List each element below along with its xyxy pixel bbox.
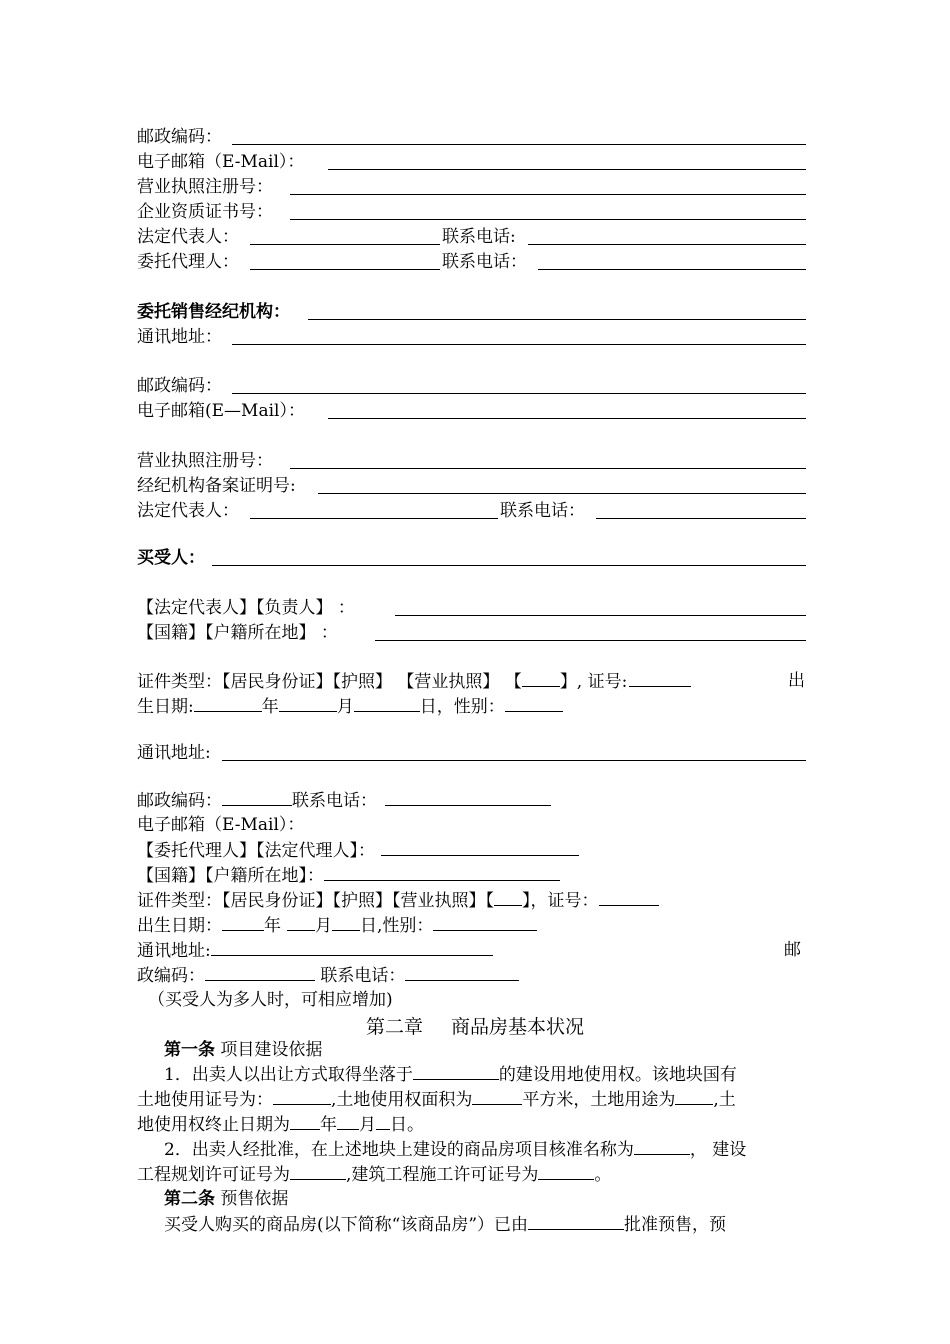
seller-postcode-label: 邮政编码： bbox=[137, 127, 222, 147]
buyer-agent-gender-field[interactable] bbox=[433, 914, 537, 931]
land-end-month-field[interactable] bbox=[337, 1113, 359, 1130]
agency-phone-field[interactable] bbox=[596, 518, 806, 519]
buyer-email-label: 电子邮箱（E-Mail）： bbox=[137, 815, 305, 835]
article1-p1e: 平方米，土地用途为 bbox=[522, 1090, 676, 1110]
buyer-postcode-row bbox=[137, 789, 551, 812]
buyer-agent-birth-label: 出生日期： bbox=[137, 916, 222, 936]
article1-p1i: 月 bbox=[359, 1115, 376, 1135]
buyer-year-label: 年 bbox=[261, 697, 279, 717]
buyer-phone-label: 联系电话： bbox=[292, 791, 377, 811]
buyer-agent-address-field[interactable] bbox=[211, 939, 493, 956]
buyer-rep-field[interactable] bbox=[395, 615, 806, 616]
article1-p2d: ,建筑工程施工许可证号为 bbox=[346, 1165, 539, 1185]
agency-phone-label: 联系电话： bbox=[500, 501, 585, 521]
buyer-agent-nationality-row bbox=[137, 864, 560, 887]
buyer-birth-row bbox=[137, 695, 563, 718]
buyer-gender-field[interactable] bbox=[505, 695, 563, 712]
seller-email-field[interactable] bbox=[328, 169, 806, 170]
chapter-title: 商品房基本状况 bbox=[451, 1016, 585, 1038]
agency-address-field[interactable] bbox=[232, 344, 806, 345]
buyer-agent-birth-day-field[interactable] bbox=[332, 914, 360, 931]
presale-authority-field[interactable] bbox=[528, 1213, 624, 1230]
planning-permit-field[interactable] bbox=[290, 1163, 346, 1180]
seller-agent-phone-label: 联系电话： bbox=[442, 252, 527, 272]
article1-heading-row bbox=[164, 1039, 322, 1061]
agency-address-label: 通讯地址： bbox=[137, 327, 222, 347]
article1-p1a: 1．出卖人以出让方式取得坐落于 bbox=[164, 1065, 413, 1085]
seller-postcode-field[interactable] bbox=[232, 144, 806, 145]
article1-p2-line1 bbox=[164, 1138, 746, 1161]
article1-p1-line1 bbox=[164, 1063, 737, 1086]
article1-p1d: ,土地使用权面积为 bbox=[331, 1090, 473, 1110]
buyer-birth-day-field[interactable] bbox=[354, 695, 420, 712]
land-use-field[interactable] bbox=[675, 1088, 713, 1105]
article1-p1j: 日。 bbox=[390, 1115, 424, 1135]
seller-legal-rep-label: 法定代表人： bbox=[137, 227, 239, 247]
seller-license-row bbox=[137, 176, 273, 198]
buyer-month-label: 月 bbox=[336, 697, 354, 717]
land-end-year-field[interactable] bbox=[290, 1113, 320, 1130]
article1-p2e: 。 bbox=[594, 1165, 612, 1185]
land-end-day-field[interactable] bbox=[376, 1113, 390, 1130]
article1-p2b: ， 建设 bbox=[689, 1140, 747, 1160]
buyer-agent-field[interactable] bbox=[381, 839, 579, 856]
seller-agent-row bbox=[137, 251, 239, 273]
buyer-nationality-label: 【国籍】【户籍所在地】 ： bbox=[137, 623, 338, 643]
seller-qualification-field[interactable] bbox=[290, 219, 806, 220]
construction-permit-field[interactable] bbox=[538, 1163, 594, 1180]
seller-postcode-row bbox=[137, 126, 222, 148]
buyer-nationality-field[interactable] bbox=[375, 640, 806, 641]
buyer-title: 买受人： bbox=[137, 548, 205, 568]
land-area-field[interactable] bbox=[472, 1088, 522, 1105]
article1-heading-title: 项目建设依据 bbox=[220, 1040, 323, 1060]
chapter-heading bbox=[0, 1012, 950, 1039]
agency-legal-rep-field[interactable] bbox=[250, 518, 498, 519]
project-name-field[interactable] bbox=[634, 1138, 690, 1155]
buyer-phone-field[interactable] bbox=[385, 789, 551, 806]
buyer-note: （买受人为多人时，可相应增加) bbox=[148, 990, 393, 1010]
buyer-birth-month-field[interactable] bbox=[279, 695, 337, 712]
seller-legal-rep-field[interactable] bbox=[250, 244, 440, 245]
article2-heading-row bbox=[164, 1188, 288, 1210]
buyer-birth-label: 生日期: bbox=[137, 697, 194, 717]
agency-postcode-label: 邮政编码： bbox=[137, 376, 222, 396]
seller-phone-label: 联系电话: bbox=[442, 227, 516, 247]
buyer-agent-nationality-label: 【国籍】【户籍所在地】： bbox=[137, 866, 324, 886]
buyer-agent-id-type-label: 证件类型：【居民身份证】【护照】【营业执照】【 bbox=[137, 891, 494, 911]
buyer-agent-day-gender-label: 日,性别： bbox=[360, 916, 434, 936]
article1-p2a: 2．出卖人经批准，在上述地块上建设的商品房项目核准名称为 bbox=[164, 1140, 634, 1160]
agency-postcode-field[interactable] bbox=[232, 393, 806, 394]
buyer-address-label: 通讯地址: bbox=[137, 743, 211, 763]
agency-name-field[interactable] bbox=[308, 319, 806, 320]
agency-title: 委托销售经纪机构： bbox=[137, 302, 290, 322]
seller-agent-phone-field[interactable] bbox=[538, 269, 806, 270]
buyer-birth-year-field[interactable] bbox=[194, 695, 262, 712]
agency-license-label: 营业执照注册号： bbox=[137, 451, 273, 471]
article2-heading: 第二条 bbox=[164, 1189, 215, 1209]
seller-agent-field[interactable] bbox=[250, 269, 440, 270]
article1-p1f: ,土 bbox=[713, 1090, 736, 1110]
buyer-agent-postcode-prefix: 邮 bbox=[784, 940, 801, 960]
article1-p2-line2 bbox=[137, 1163, 611, 1186]
article2-p1b: 批准预售，预 bbox=[624, 1215, 727, 1235]
seller-agent-label: 委托代理人： bbox=[137, 252, 239, 272]
buyer-agent-phone-label: 联系电话： bbox=[320, 966, 406, 986]
buyer-agent-id-number-field[interactable] bbox=[599, 889, 659, 906]
seller-legal-rep-row bbox=[137, 226, 239, 248]
buyer-id-type-other-field[interactable] bbox=[522, 670, 560, 687]
buyer-agent-address-row bbox=[137, 939, 493, 962]
article2-p1a: 买受人购买的商品房(以下简称“该商品房”）已由 bbox=[164, 1215, 529, 1235]
buyer-agent-nationality-field[interactable] bbox=[324, 864, 560, 881]
buyer-id-type-close: 】, 证号: bbox=[559, 672, 628, 692]
buyer-agent-month-label: 月 bbox=[315, 916, 332, 936]
land-location-field[interactable] bbox=[413, 1063, 499, 1080]
agency-license-field[interactable] bbox=[290, 468, 806, 469]
seller-license-field[interactable] bbox=[290, 194, 806, 195]
article1-p1c: 土地使用证号为： bbox=[137, 1090, 273, 1110]
agency-email-field[interactable] bbox=[328, 418, 806, 419]
buyer-postcode-label: 邮政编码： bbox=[137, 791, 222, 811]
buyer-agent-birth-row bbox=[137, 914, 537, 937]
buyer-agent-phone-field[interactable] bbox=[405, 964, 519, 981]
buyer-agent-address-label: 通讯地址: bbox=[137, 941, 211, 961]
article2-p1 bbox=[164, 1213, 726, 1236]
chapter-number: 第二章 bbox=[365, 1016, 423, 1038]
seller-license-label: 营业执照注册号： bbox=[137, 177, 273, 197]
buyer-name-field[interactable] bbox=[212, 565, 806, 566]
article1-heading: 第一条 bbox=[164, 1040, 215, 1060]
seller-phone-field[interactable] bbox=[528, 244, 806, 245]
buyer-agent-id-row bbox=[137, 889, 659, 912]
article1-p1-line3 bbox=[137, 1113, 424, 1136]
agency-record-label: 经纪机构备案证明号: bbox=[137, 476, 296, 496]
article1-p1g: 地使用权终止日期为 bbox=[137, 1115, 290, 1135]
agency-record-field[interactable] bbox=[318, 493, 806, 494]
seller-qualification-row bbox=[137, 201, 273, 223]
buyer-agent-birth-month-field[interactable] bbox=[287, 914, 315, 931]
article1-p1b: 的建设用地使用权。该地块国有 bbox=[498, 1065, 737, 1085]
buyer-agent-birth-year-field[interactable] bbox=[222, 914, 264, 931]
buyer-rep-label: 【法定代表人】【负责人】 ： bbox=[137, 598, 355, 618]
buyer-id-number-field[interactable] bbox=[629, 670, 691, 687]
buyer-agent-id-other-field[interactable] bbox=[494, 889, 522, 906]
seller-qualification-label: 企业资质证书号： bbox=[137, 202, 273, 222]
seller-email-label: 电子邮箱（E-Mail）： bbox=[137, 152, 305, 172]
buyer-day-gender-label: 日，性别： bbox=[419, 697, 505, 717]
buyer-agent-id-close: 】，证号： bbox=[522, 891, 599, 911]
buyer-agent-postcode-label: 政编码： bbox=[137, 966, 205, 986]
seller-email-row bbox=[137, 151, 304, 173]
land-cert-number-field[interactable] bbox=[273, 1088, 331, 1105]
buyer-agent-postcode-row bbox=[137, 964, 519, 987]
buyer-address-field[interactable] bbox=[222, 760, 806, 761]
agency-legal-rep-label: 法定代表人： bbox=[137, 501, 239, 521]
article1-p2c: 工程规划许可证号为 bbox=[137, 1165, 290, 1185]
buyer-agent-postcode-field[interactable] bbox=[205, 964, 315, 981]
buyer-birth-prefix: 出 bbox=[788, 671, 805, 691]
buyer-agent-year-label: 年 bbox=[264, 916, 281, 936]
article1-p1-line2 bbox=[137, 1088, 736, 1111]
buyer-agent-label: 【委托代理人】【法定代理人】： bbox=[137, 841, 375, 861]
buyer-agent-row bbox=[137, 839, 579, 862]
article2-heading-title: 预售依据 bbox=[220, 1189, 289, 1209]
buyer-postcode-field[interactable] bbox=[222, 789, 292, 806]
buyer-id-type-row bbox=[137, 670, 691, 693]
agency-email-label: 电子邮箱(E—Mail）： bbox=[137, 401, 305, 421]
buyer-id-type-label: 证件类型：【居民身份证】【护照】 【营业执照】 【 bbox=[137, 672, 522, 692]
article1-p1h: 年 bbox=[320, 1115, 337, 1135]
